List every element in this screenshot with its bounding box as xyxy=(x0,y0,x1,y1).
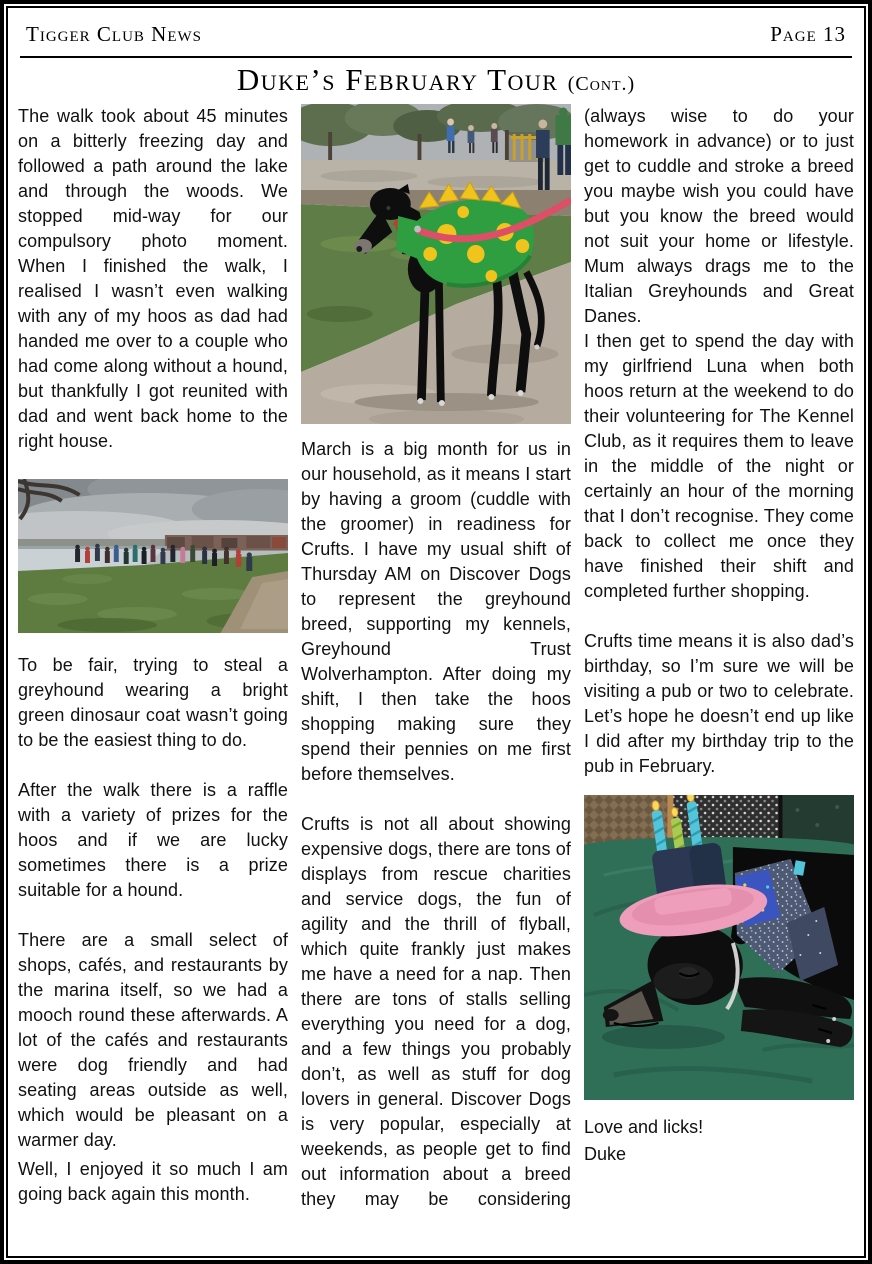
signoff-name: Duke xyxy=(584,1144,627,1164)
article-paragraph: March is a big month for us in our household, as it means I start by having a groom (cuddle with the groomer) in readiness for Crufts. I have my usual shift of Thursday AM on Discover Dogs to represent the greyhound breed, supporting my kennels, Greyhound Trust Wolverhampton. After doing my shift, I then take the hoos shopping making sure they spend their pennies on me first before themselves. xyxy=(301,439,571,784)
article-paragraph: To be fair, trying to steal a greyhound wearing a bright green dinosaur coat wasn’t going to be the easiest thing to do. xyxy=(18,655,288,750)
article-paragraph: Crufts time means it is also dad’s birthday, so I’m sure we will be visiting a pub or two to celebrate. Let’s hope he doesn’t end up like I did after my birthday trip to the pub in February. xyxy=(584,631,854,776)
article-paragraph: (always wise to do your homework in advance) or to just get to cuddle and stroke a breed you maybe wish you could have but you know the breed would not suit your home or lifestyle. Mum always drags me to the Italian Greyhounds and Great Danes. xyxy=(584,106,854,326)
article-paragraph: The walk took about 45 minutes on a bitterly freezing day and followed a path around the lake and through the woods. We stopped mid-way for our compulsory photo moment. When I finished the walk, I realised I wasn’t even walking with any of my hoos as dad had handed me over to a couple who had come along without a hound, but thankfully I got reunited with dad and went back home to the right house. xyxy=(18,106,288,451)
page-number: Page 13 xyxy=(770,22,846,46)
article-title-main: Duke’s February Tour xyxy=(236,62,559,97)
column-2 xyxy=(301,104,571,1234)
article-columns xyxy=(18,104,854,1234)
article-paragraph: Crufts is not all about showing expensive dogs, there are tons of displays from rescue charities and service dogs, the fun of agility and the thrill of flyball, which quite frankly just makes me have a need for a nap. Then there are tons of stalls selling everything you need for a dog, and a few things you probably don’t, as well as stuff for dog lovers in general. Discover Dogs is very popular, especially at weekends, as people get to find out information about a breed they may be considering xyxy=(301,814,571,1209)
page-inner-frame xyxy=(6,6,866,1258)
article-paragraph: There are a small select of shops, cafés, and restaurants by the marina itself, so we had a mooch round these afterwards. A lot of the cafés and restaurants were dog friendly and had seating areas outside as well, which would be pleasant on a warmer day. xyxy=(18,930,288,1150)
article-paragraph: I then get to spend the day with my girlfriend Luna when both hoos return at the weekend to do their volunteering for The Kennel Club, as it requires them to leave in the middle of the night or certainly an hour of the morning that I don’t recognise. They come back to collect me once they have finished their shift and completed further shopping. xyxy=(584,331,854,601)
signoff xyxy=(584,1114,854,1168)
masthead: Tigger Club News xyxy=(26,22,202,46)
column-1 xyxy=(18,104,288,1234)
article-paragraph: Well, I enjoyed it so much I am going back again this month. xyxy=(18,1159,288,1204)
lake-photo-illustration xyxy=(18,479,288,633)
photo-greyhound-birthday-hat xyxy=(584,795,854,1100)
header-rule xyxy=(20,56,852,58)
article-title-cont: (Cont.) xyxy=(567,73,636,95)
photo-lake-walk-group xyxy=(18,479,288,633)
birthday-dog-photo-illustration xyxy=(584,795,854,1100)
dino-dog-photo-illustration xyxy=(301,104,571,424)
signoff-line: Love and licks! xyxy=(584,1117,704,1137)
article-paragraph: After the walk there is a raffle with a variety of prizes for the hoos and if we are lucky sometimes there is a prize suitable for a hound. xyxy=(18,780,288,900)
column-3 xyxy=(584,104,854,1234)
photo-greyhound-dinosaur-coat xyxy=(301,104,571,424)
article-title xyxy=(18,62,854,98)
page-header xyxy=(18,18,854,47)
